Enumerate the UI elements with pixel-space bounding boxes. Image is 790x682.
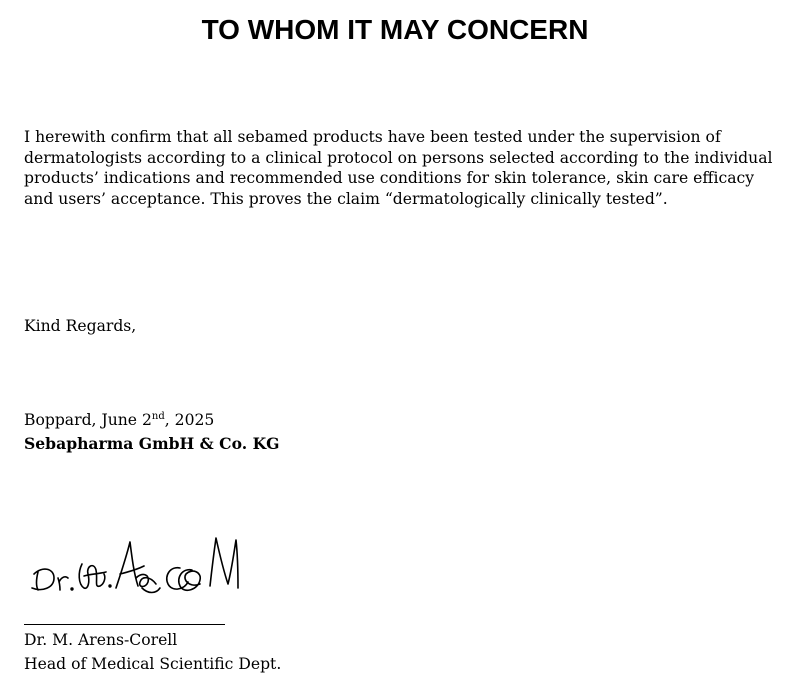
letter-body: I herewith confirm that all sebamed products have been tested under the supervision of dermatologists according to a clinical protocol on persons selected according to the individual products’ indications and recommended use conditions for skin tolerance, skin care efficacy and users’ acceptance. This proves the claim “dermatologically clinically tested”. <box>24 128 773 208</box>
date-prefix: Boppard, June 2 <box>24 411 152 429</box>
place-and-date <box>24 410 214 431</box>
signer-name: Dr. M. Arens-Corell <box>24 631 178 649</box>
date-ordinal: nd <box>151 410 165 422</box>
signer-title: Head of Medical Scientific Dept. <box>24 655 282 673</box>
letter-title: TO WHOM IT MAY CONCERN <box>201 14 589 45</box>
date-suffix: , 2025 <box>164 411 215 429</box>
closing-salutation: Kind Regards, <box>24 317 137 335</box>
signature-line <box>24 624 225 625</box>
company-name: Sebapharma GmbH & Co. KG <box>24 434 280 453</box>
handwritten-signature <box>24 528 264 598</box>
